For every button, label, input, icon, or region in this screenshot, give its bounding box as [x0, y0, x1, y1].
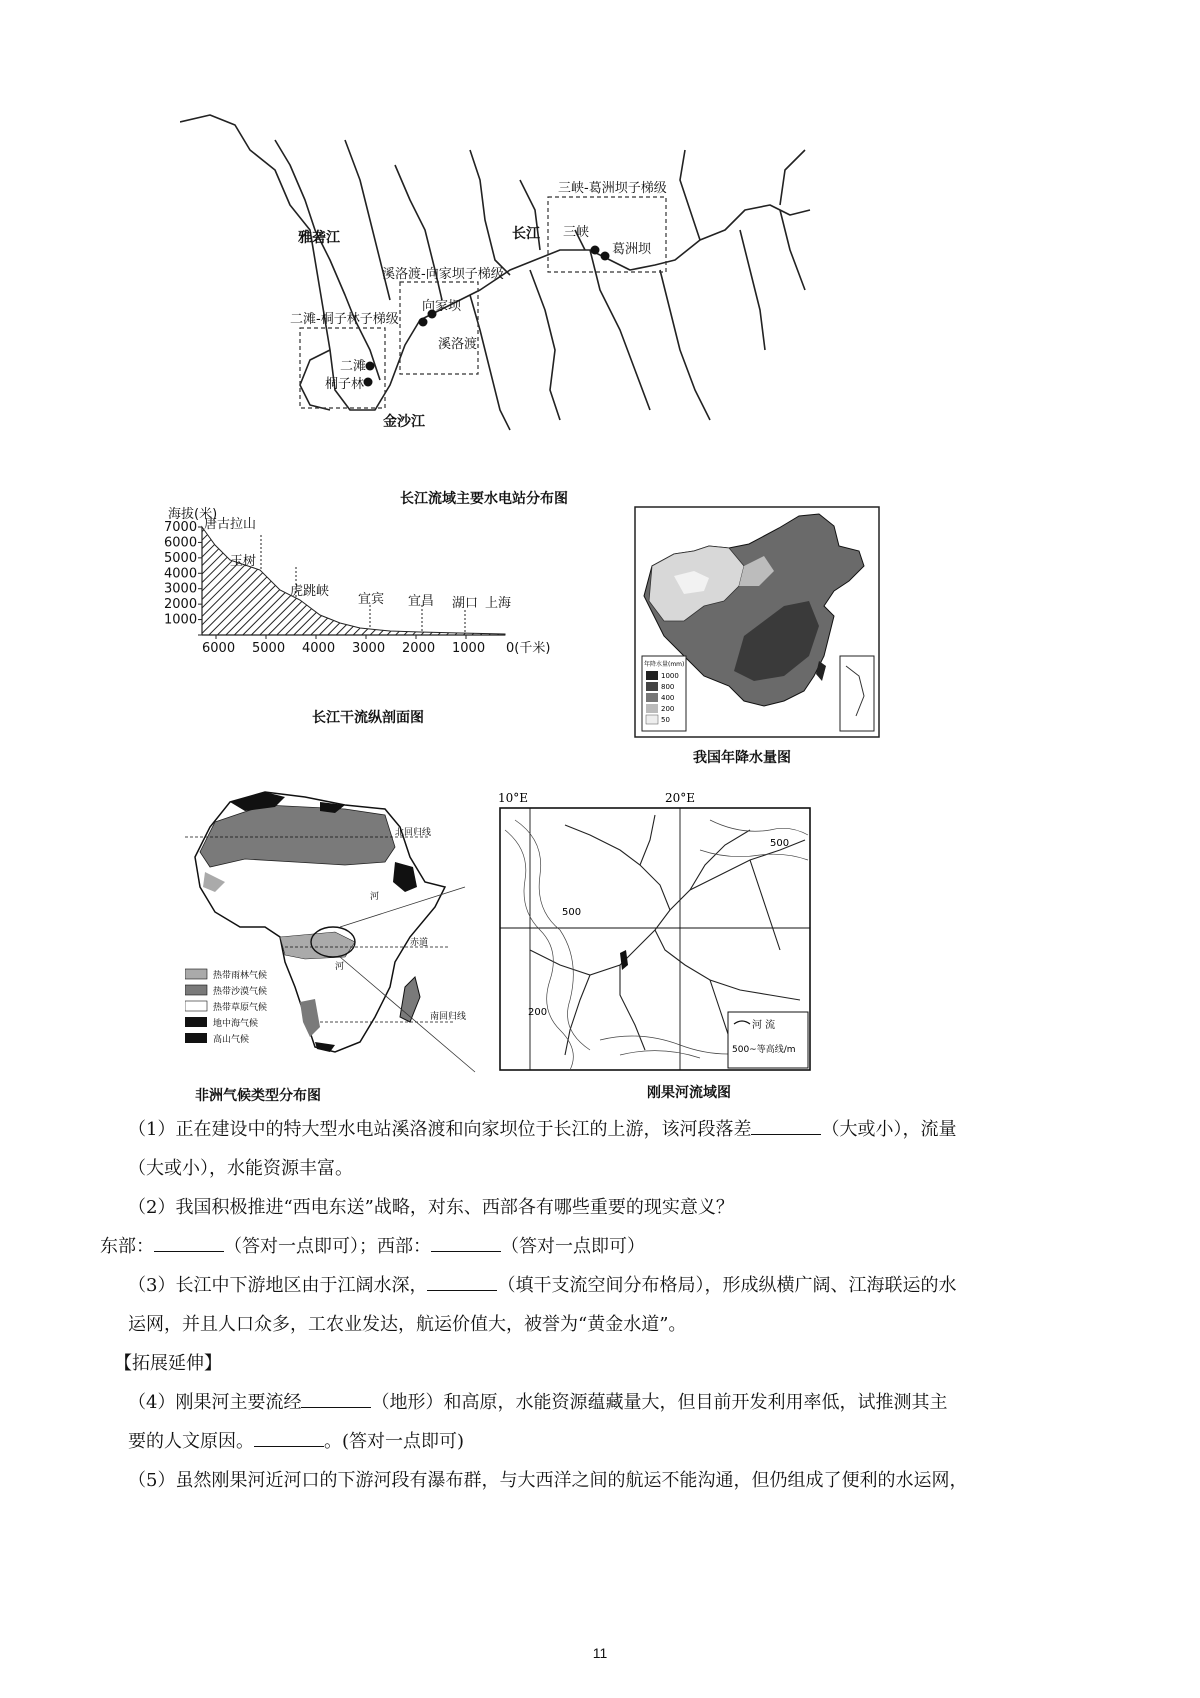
africa-north-tropic: 北回归线 — [395, 828, 432, 838]
profile-ytick: 4000 — [164, 566, 198, 582]
profile-xtick: 5000 — [252, 641, 286, 656]
place-shanghai: 上海 — [485, 596, 512, 611]
congo-legend-contour: 500~等高线/m — [732, 1045, 796, 1055]
profile-ytick: 7000 — [164, 520, 198, 535]
place-yichang: 宜昌 — [408, 594, 435, 609]
africa-legend-desert: 热带沙漠气候 — [213, 987, 268, 997]
congo-contour-label-b: 500 — [562, 907, 582, 918]
china-legend-800: 800 — [661, 683, 675, 691]
blank-q4-a[interactable] — [301, 1389, 371, 1408]
africa-river-b: 河 — [335, 962, 345, 972]
place-yushu: 玉树 — [230, 554, 257, 569]
label-jinsha: 金沙江 — [383, 414, 425, 430]
label-sanxia-group: 三峡-葛洲坝子梯级 — [558, 181, 667, 196]
q3-line2: 运网，并且人口众多，工农业发达，航运价值大，被誉为“黄金水道”。 — [128, 1314, 687, 1335]
blank-q4-b[interactable] — [254, 1428, 324, 1447]
yangtze-hydropower-map — [180, 110, 880, 470]
profile-ytick: 1000 — [164, 612, 198, 628]
profile-ytick: 2000 — [164, 597, 198, 613]
q1-line2: （大或小），水能资源丰富。 — [128, 1158, 353, 1179]
label-xiluodu: 溪洛渡 — [438, 337, 478, 352]
china-map-caption: 我国年降水量图 — [693, 750, 791, 766]
q5-line: （5）虽然刚果河近河口的下游河段有瀑布群，与大西洋之间的航运不能沟通，但仍组成了便利的水运网， — [128, 1470, 968, 1491]
blank-q2-west[interactable] — [431, 1233, 501, 1252]
label-tongzilin: 桐子林 — [325, 377, 365, 392]
q3-line1: （3）长江中下游地区由于江阔水深， （填干支流空间分布格局），形成纵横广阔、江海联运的水 — [128, 1266, 1128, 1305]
place-yibin: 宜宾 — [358, 592, 385, 607]
africa-legend-rainforest: 热带雨林气候 — [213, 971, 268, 981]
page-number: 11 — [592, 1645, 608, 1661]
blank-q3[interactable] — [427, 1272, 497, 1291]
congo-basin-map — [470, 790, 815, 1080]
congo-lon-10e: 10°E — [498, 791, 529, 805]
china-legend-1000: 1000 — [661, 672, 679, 680]
congo-contour-label-a: 500 — [770, 838, 790, 849]
profile-caption: 长江干流纵剖面图 — [312, 710, 424, 726]
label-yalong: 雅砻江 — [298, 230, 340, 246]
profile-xunit: 0(千米) — [506, 641, 551, 656]
label-changjiang: 长江 — [512, 226, 540, 242]
africa-equator: 赤道 — [410, 938, 429, 948]
profile-ytick: 5000 — [164, 550, 198, 566]
q2-line: （2）我国积极推进“西电东送”战略，对东、西部各有哪些重要的现实意义？ — [128, 1197, 734, 1218]
congo-legend-river: 河 流 — [752, 1020, 776, 1031]
label-sanxia: 三峡 — [563, 225, 590, 240]
china-legend-200: 200 — [661, 705, 675, 713]
china-legend-title: 年降水量(mm) — [644, 661, 685, 668]
q4-line1: （4）刚果河主要流经 （地形）和高原，水能资源蕴藏量大，但目前开发利用率低，试推测其主 — [128, 1383, 1128, 1422]
blank-q2-east[interactable] — [154, 1233, 224, 1252]
africa-climate-map — [185, 787, 515, 1077]
place-hutiaoxia: 虎跳峡 — [290, 584, 330, 599]
china-precipitation-map — [634, 506, 880, 738]
label-ertan-group: 二滩-桐子林子梯级 — [290, 312, 399, 327]
label-ertan: 二滩 — [340, 359, 367, 374]
china-legend-400: 400 — [661, 694, 675, 702]
q4-line2: 要的人文原因。 。(答对一点即可) — [128, 1422, 1128, 1461]
label-xiluodu-group: 溪洛渡-向家坝子梯级 — [382, 267, 504, 282]
profile-ytick: 3000 — [164, 581, 198, 597]
profile-xtick: 3000 — [352, 641, 386, 656]
africa-caption: 非洲气候类型分布图 — [195, 1088, 321, 1104]
extension-heading: 【拓展延伸】 — [114, 1353, 222, 1374]
africa-legend-savanna: 热带草原气候 — [213, 1003, 268, 1013]
profile-xtick: 2000 — [402, 641, 436, 656]
profile-xtick: 4000 — [302, 641, 336, 656]
q2-answer-line: 东部： （答对一点即可）；西部： （答对一点即可） — [100, 1227, 1128, 1266]
q1-line1: （1）正在建设中的特大型水电站溪洛渡和向家坝位于长江的上游，该河段落差 （大或小），流量 — [128, 1110, 1128, 1149]
place-tanggula: 唐古拉山 — [204, 517, 257, 532]
blank-q1-a[interactable] — [751, 1116, 821, 1135]
label-gezhouba: 葛洲坝 — [612, 242, 652, 257]
africa-legend-highland: 高山气候 — [213, 1035, 250, 1045]
profile-ylabel: 海拔(米) — [168, 507, 218, 522]
congo-lon-20e: 20°E — [665, 791, 696, 805]
profile-xtick: 6000 — [202, 641, 236, 656]
africa-river-a: 河 — [370, 892, 380, 902]
place-hukou: 湖口 — [452, 596, 479, 611]
label-xiangjiaba: 向家坝 — [422, 299, 462, 314]
map1-caption: 长江流域主要水电站分布图 — [400, 491, 568, 507]
profile-ytick: 6000 — [164, 535, 198, 551]
yangtze-profile-chart — [160, 505, 580, 685]
congo-caption: 刚果河流域图 — [647, 1085, 731, 1101]
congo-contour-label-c: 200 — [528, 1007, 548, 1018]
africa-legend-mediterranean: 地中海气候 — [213, 1019, 259, 1029]
profile-xtick: 1000 — [452, 641, 486, 656]
china-legend-50: 50 — [661, 716, 670, 724]
africa-south-tropic: 南回归线 — [430, 1012, 467, 1022]
questions — [100, 1110, 1128, 1500]
